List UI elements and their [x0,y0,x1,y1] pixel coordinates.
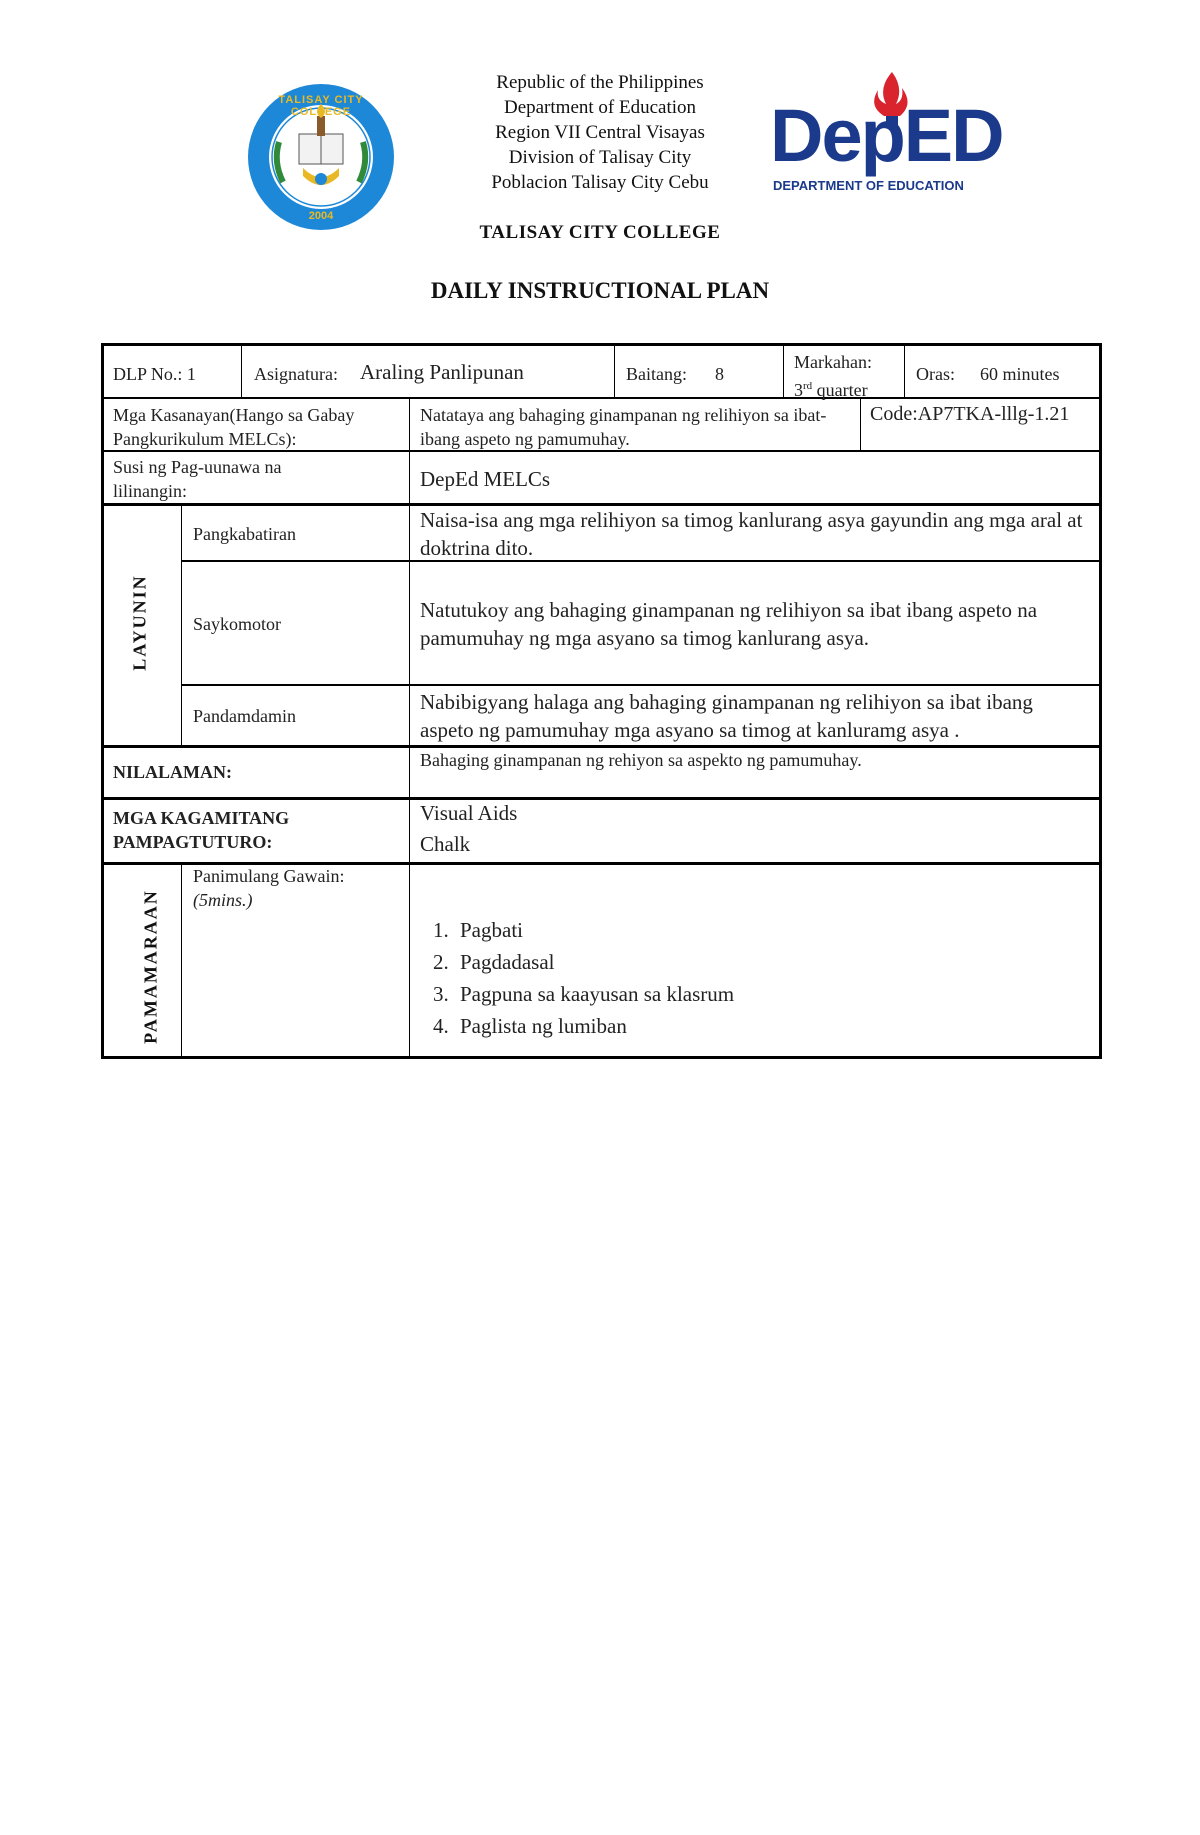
pandamdamin-label: Pandamdamin [193,706,296,726]
header-line: Poblacion Talisay City Cebu [491,172,709,193]
markahan-suffix: quarter [816,380,868,400]
header-line: Division of Talisay City [508,147,692,168]
step-item: 1. Pagbati [454,914,1060,946]
pamamaraan-title: PAMAMARAAN [140,889,161,1044]
baitang-value: 8 [715,364,724,384]
col-divider [409,397,410,450]
kasanayan-code: Code:AP7TKA-lllg-1.21 [870,403,1070,425]
kagamitan-item: Visual Aids [420,801,518,825]
asignatura-value: Araling Panlipunan [360,360,524,384]
col-divider [904,345,905,397]
nilalaman-label: NILALAMAN: [113,762,232,782]
nilalaman-value: Bahaging ginampanan ng rehiyon sa aspekto ng pamumuhay. [420,750,862,770]
dlp-number: DLP No.: 1 [113,364,196,384]
col-divider [409,450,410,1056]
pamamaraan-steps [420,914,1060,1042]
markahan-label: Markahan: [794,352,872,372]
col-divider [614,345,615,397]
kagamitan-item: Chalk [420,832,471,856]
plan-title: DAILY INSTRUCTIONAL PLAN [430,278,770,303]
talisay-city-college-logo [243,82,399,232]
baitang-label: Baitang: [626,364,687,384]
panimulang-time: (5mins.) [193,890,253,910]
college-logo-year: 2004 [308,210,334,222]
asignatura-label: Asignatura: [254,364,338,384]
row-divider [181,684,1102,686]
col-divider [181,503,182,745]
layunin-title: LAYUNIN [129,574,150,671]
oras-label: Oras: [916,364,955,384]
kagamitan-label-line1: MGA KAGAMITANG [113,808,290,828]
kasanayan-value: Natataya ang bahaging ginampanan ng relihiyon sa ibat-ibang aspeto ng pamumuhay. [420,405,827,449]
row-divider [101,397,1102,399]
kasanayan-label: Mga Kasanayan(Hango sa Gabay Pangkurikulum MELCs): [113,405,355,449]
header-line: Republic of the Philippines [496,72,704,93]
school-name: TALISAY CITY COLLEGE [479,222,721,243]
susi-label: Susi ng Pag-uunawa na lilinangin: [113,457,282,501]
col-divider [783,345,784,397]
markahan-ordinal: rd [803,380,813,392]
saykomotor-label: Saykomotor [193,614,281,634]
oras-value: 60 minutes [980,364,1060,384]
pangkabatiran-value: Naisa-isa ang mga relihiyon sa timog kanlurang asya gayundin ang mga aral at doktrina dito. [420,508,1083,560]
deped-logo-text: DepED [770,94,1003,177]
deped-logo-subtitle: DEPARTMENT OF EDUCATION [773,178,964,193]
header-line: Region VII Central Visayas [495,122,705,143]
row-divider [101,797,1102,800]
college-logo-text: TALISAY CITY COLLEGE [278,94,364,118]
step-item: 2. Pagdadasal [454,946,1060,978]
deped-logo [770,70,1020,198]
step-item: 3. Pagpuna sa kaayusan sa klasrum [454,978,1060,1010]
col-divider [241,345,242,397]
saykomotor-value: Natutukoy ang bahaging ginampanan ng relihiyon sa ibat ibang aspeto na pamumuhay ng mga asyano sa timog kanlurang asya. [420,598,1038,650]
header-line: Department of Education [503,97,697,118]
pandamdamin-value: Nabibigyang halaga ang bahaging ginampanan ng relihiyon sa ibat ibang aspeto ng pamumuhay mga asyano sa timog at kanluramg asya . [420,690,1033,742]
markahan-number: 3 [794,380,803,400]
pangkabatiran-label: Pangkabatiran [193,524,296,544]
susi-value: DepEd MELCs [420,467,551,491]
step-item: 4. Paglista ng lumiban [454,1010,1060,1042]
col-divider [860,397,861,450]
panimulang-label: Panimulang Gawain: [193,866,345,886]
col-divider [181,862,182,1056]
kagamitan-label-line2: PAMPAGTUTURO: [113,832,273,852]
markahan-value [794,374,868,402]
